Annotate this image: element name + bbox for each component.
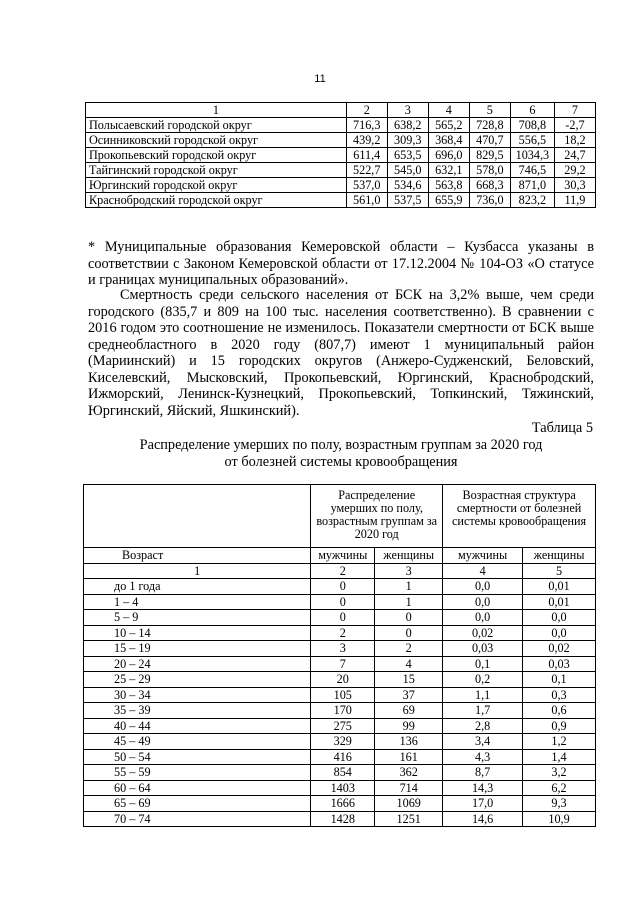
value-cell: 105 xyxy=(311,687,375,703)
age-group: 20 – 24 xyxy=(84,656,311,672)
distribution-group-header: Распределение умерших по полу, возрастным группам за 2020 год xyxy=(311,485,443,548)
body-paragraph: Смертность среди сельского населения от БСК на 3,2% выше, чем среди городского (835,7 и 809 на 100 тыс. населения соответственно). В сравнении с 2016 годом это соотношение не изменилось. Показатели смертности от БСК выше среднеобластного в 2020 году (807,7) имеют 1 муниципальный район (Мариинский) и 15 городских округов (Анжеро-Судженский, Беловский, Киселевский, Мысковский, Прокопьевский, Юргинский, Краснобродский, Ижморский, Ленинск-Кузнецкий, Прокопьевский, Топкинский, Тяжинский, Юргинский, Яйский, Яшкинский). xyxy=(88,287,594,419)
value-cell: 534,6 xyxy=(387,178,428,193)
value-cell: 563,8 xyxy=(428,178,469,193)
value-cell: 1,2 xyxy=(523,734,596,750)
age-group: 35 – 39 xyxy=(84,703,311,719)
value-cell: 0,0 xyxy=(443,610,523,626)
value-cell: 439,2 xyxy=(346,133,387,148)
header-cell: 3 xyxy=(387,103,428,118)
table-title xyxy=(88,437,594,471)
value-cell: 470,7 xyxy=(469,133,510,148)
district-name: Тайгинский городской округ xyxy=(86,163,347,178)
value-cell: 561,0 xyxy=(346,193,387,208)
district-name: Прокопьевский городской округ xyxy=(86,148,347,163)
age-group: 50 – 54 xyxy=(84,749,311,765)
table-row xyxy=(84,780,596,796)
age-group: 5 – 9 xyxy=(84,610,311,626)
structure-group-header: Возрастная структура смертности от болезней системы кровообращения xyxy=(443,485,596,548)
value-cell: 18,2 xyxy=(554,133,595,148)
value-cell: 0,0 xyxy=(443,594,523,610)
value-cell: 0 xyxy=(375,610,443,626)
value-cell: 714 xyxy=(375,780,443,796)
value-cell: 823,2 xyxy=(510,193,554,208)
age-group: 70 – 74 xyxy=(84,811,311,827)
header-cell: 4 xyxy=(428,103,469,118)
value-cell: 829,5 xyxy=(469,148,510,163)
table-row xyxy=(86,133,596,148)
table-row xyxy=(84,672,596,688)
value-cell: 0,02 xyxy=(443,625,523,641)
district-name: Полысаевский городской округ xyxy=(86,118,347,133)
value-cell: 1034,3 xyxy=(510,148,554,163)
age-group: 55 – 59 xyxy=(84,765,311,781)
table-row xyxy=(84,749,596,765)
table-row xyxy=(86,163,596,178)
value-cell: 0,1 xyxy=(523,672,596,688)
column-number: 2 xyxy=(311,563,375,579)
value-cell: 1251 xyxy=(375,811,443,827)
age-group: 45 – 49 xyxy=(84,734,311,750)
value-cell: 565,2 xyxy=(428,118,469,133)
value-cell: -2,7 xyxy=(554,118,595,133)
value-cell: 7 xyxy=(311,656,375,672)
value-cell: 736,0 xyxy=(469,193,510,208)
value-cell: 1666 xyxy=(311,796,375,812)
table-row xyxy=(84,579,596,595)
value-cell: 696,0 xyxy=(428,148,469,163)
table-row xyxy=(84,594,596,610)
value-cell: 1 xyxy=(375,594,443,610)
value-cell: 368,4 xyxy=(428,133,469,148)
value-cell: 578,0 xyxy=(469,163,510,178)
value-cell: 9,3 xyxy=(523,796,596,812)
value-cell: 329 xyxy=(311,734,375,750)
value-cell: 37 xyxy=(375,687,443,703)
value-cell: 1 xyxy=(375,579,443,595)
value-cell: 99 xyxy=(375,718,443,734)
table-row xyxy=(84,765,596,781)
value-cell: 3 xyxy=(311,641,375,657)
footnote: * Муниципальные образования Кемеровской области – Кузбасса указаны в соответствии с Законом Кемеровской области от 17.12.2004 № 104-ОЗ «О статусе и границах муниципальных образований». xyxy=(88,239,594,288)
table-row xyxy=(86,178,596,193)
value-cell: 416 xyxy=(311,749,375,765)
value-cell: 0,01 xyxy=(523,579,596,595)
column-number: 3 xyxy=(375,563,443,579)
table-row xyxy=(84,796,596,812)
value-cell: 708,8 xyxy=(510,118,554,133)
table-header-row xyxy=(86,103,596,118)
value-cell: 1403 xyxy=(311,780,375,796)
value-cell: 0,02 xyxy=(523,641,596,657)
value-cell: 14,6 xyxy=(443,811,523,827)
district-name: Осинниковский городской округ xyxy=(86,133,347,148)
age-group: 10 – 14 xyxy=(84,625,311,641)
header-cell: 7 xyxy=(554,103,595,118)
value-cell: 0,6 xyxy=(523,703,596,719)
value-cell: 0,03 xyxy=(443,641,523,657)
value-cell: 3,2 xyxy=(523,765,596,781)
value-cell: 4 xyxy=(375,656,443,672)
value-cell: 161 xyxy=(375,749,443,765)
age-group: до 1 года xyxy=(84,579,311,595)
value-cell: 11,9 xyxy=(554,193,595,208)
value-cell: 746,5 xyxy=(510,163,554,178)
value-cell: 0,0 xyxy=(523,610,596,626)
empty-header-cell xyxy=(84,485,311,548)
value-cell: 1069 xyxy=(375,796,443,812)
value-cell: 170 xyxy=(311,703,375,719)
table-row xyxy=(84,687,596,703)
age-group: 25 – 29 xyxy=(84,672,311,688)
table-row xyxy=(84,703,596,719)
value-cell: 1,7 xyxy=(443,703,523,719)
value-cell: 136 xyxy=(375,734,443,750)
value-cell: 545,0 xyxy=(387,163,428,178)
value-cell: 14,3 xyxy=(443,780,523,796)
table-label: Таблица 5 xyxy=(531,420,593,436)
table-row xyxy=(84,734,596,750)
value-cell: 29,2 xyxy=(554,163,595,178)
age-group: 60 – 64 xyxy=(84,780,311,796)
value-cell: 2 xyxy=(311,625,375,641)
value-cell: 1,4 xyxy=(523,749,596,765)
value-cell: 20 xyxy=(311,672,375,688)
value-cell: 8,7 xyxy=(443,765,523,781)
value-cell: 638,2 xyxy=(387,118,428,133)
value-cell: 4,3 xyxy=(443,749,523,765)
table-title-line: Распределение умерших по полу, возрастным группам за 2020 год xyxy=(139,437,543,453)
value-cell: 10,9 xyxy=(523,811,596,827)
column-number: 5 xyxy=(523,563,596,579)
value-cell: 0,3 xyxy=(523,687,596,703)
table-row xyxy=(86,193,596,208)
value-cell: 0 xyxy=(375,625,443,641)
page-number: 11 xyxy=(314,73,326,85)
value-cell: 309,3 xyxy=(387,133,428,148)
value-cell: 0 xyxy=(311,610,375,626)
mortality-by-age-table xyxy=(83,484,596,827)
value-cell: 854 xyxy=(311,765,375,781)
value-cell: 69 xyxy=(375,703,443,719)
table-row xyxy=(84,625,596,641)
value-cell: 0,1 xyxy=(443,656,523,672)
value-cell: 611,4 xyxy=(346,148,387,163)
value-cell: 0,0 xyxy=(443,579,523,595)
value-cell: 522,7 xyxy=(346,163,387,178)
value-cell: 668,3 xyxy=(469,178,510,193)
value-cell: 728,8 xyxy=(469,118,510,133)
table-row xyxy=(84,811,596,827)
table-title-line: от болезней системы кровообращения xyxy=(224,454,458,470)
table-row xyxy=(84,656,596,672)
header-cell: 5 xyxy=(469,103,510,118)
value-cell: 556,5 xyxy=(510,133,554,148)
table-row xyxy=(86,148,596,163)
value-cell: 362 xyxy=(375,765,443,781)
value-cell: 1428 xyxy=(311,811,375,827)
value-cell: 653,5 xyxy=(387,148,428,163)
value-cell: 0,9 xyxy=(523,718,596,734)
sub-header-row xyxy=(84,548,596,564)
header-cell: 6 xyxy=(510,103,554,118)
value-cell: 2,8 xyxy=(443,718,523,734)
value-cell: 0,03 xyxy=(523,656,596,672)
value-cell: 0,01 xyxy=(523,594,596,610)
district-name: Краснобродский городской округ xyxy=(86,193,347,208)
table-row xyxy=(84,718,596,734)
value-cell: 1,1 xyxy=(443,687,523,703)
sub-header-cell: мужчины xyxy=(443,548,523,564)
age-group: 15 – 19 xyxy=(84,641,311,657)
value-cell: 537,0 xyxy=(346,178,387,193)
value-cell: 3,4 xyxy=(443,734,523,750)
age-group: 40 – 44 xyxy=(84,718,311,734)
sub-header-cell: мужчины xyxy=(311,548,375,564)
age-group: 65 – 69 xyxy=(84,796,311,812)
value-cell: 15 xyxy=(375,672,443,688)
district-name: Юргинский городской округ xyxy=(86,178,347,193)
value-cell: 2 xyxy=(375,641,443,657)
column-number-row xyxy=(84,563,596,579)
value-cell: 0 xyxy=(311,594,375,610)
value-cell: 275 xyxy=(311,718,375,734)
age-group: 1 – 4 xyxy=(84,594,311,610)
value-cell: 537,5 xyxy=(387,193,428,208)
table-row xyxy=(86,118,596,133)
mortality-by-district-table xyxy=(85,102,596,208)
value-cell: 0,2 xyxy=(443,672,523,688)
value-cell: 30,3 xyxy=(554,178,595,193)
table-row xyxy=(84,641,596,657)
header-cell: 2 xyxy=(346,103,387,118)
column-number: 4 xyxy=(443,563,523,579)
value-cell: 655,9 xyxy=(428,193,469,208)
value-cell: 24,7 xyxy=(554,148,595,163)
group-header-row xyxy=(84,485,596,548)
value-cell: 871,0 xyxy=(510,178,554,193)
sub-header-cell: женщины xyxy=(375,548,443,564)
value-cell: 0 xyxy=(311,579,375,595)
column-number: 1 xyxy=(84,563,311,579)
value-cell: 17,0 xyxy=(443,796,523,812)
header-cell: 1 xyxy=(86,103,347,118)
value-cell: 716,3 xyxy=(346,118,387,133)
age-group: 30 – 34 xyxy=(84,687,311,703)
age-header: Возраст xyxy=(84,548,311,564)
value-cell: 0,0 xyxy=(523,625,596,641)
sub-header-cell: женщины xyxy=(523,548,596,564)
value-cell: 6,2 xyxy=(523,780,596,796)
table-row xyxy=(84,610,596,626)
value-cell: 632,1 xyxy=(428,163,469,178)
